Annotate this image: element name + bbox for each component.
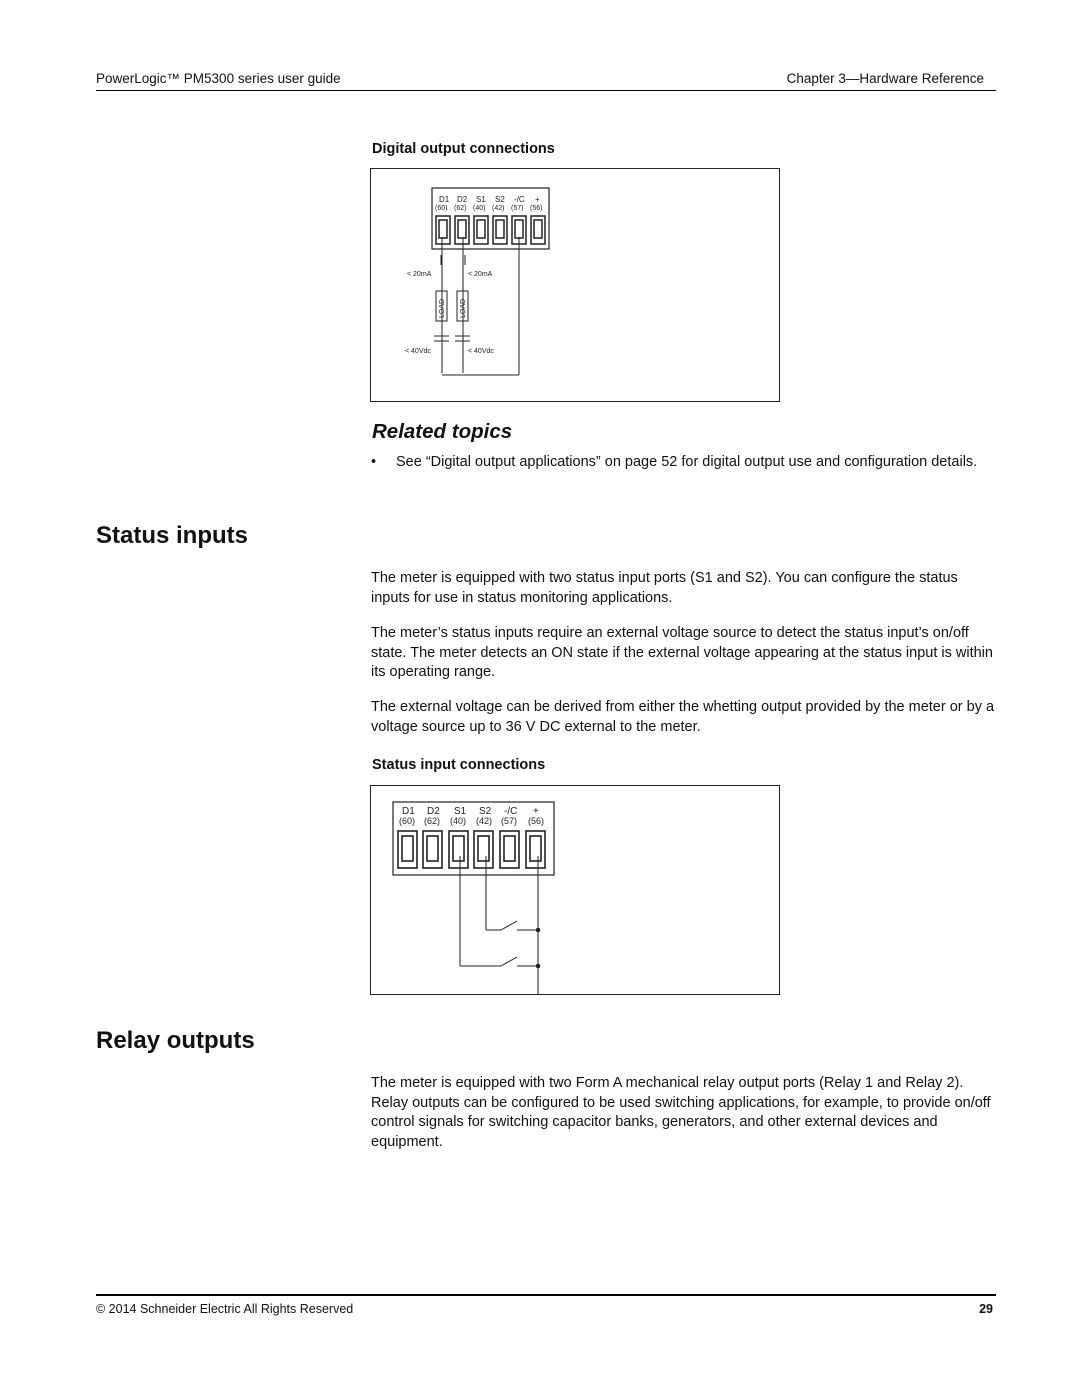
current-label: < 20mA: [407, 271, 432, 278]
digital-output-heading: Digital output connections: [372, 141, 555, 157]
terminal-number: (60): [435, 205, 448, 212]
voltage-label: < 40Vdc: [468, 348, 494, 355]
terminal-number: (56): [528, 816, 545, 826]
terminal-screws: [398, 831, 545, 868]
header-title: PowerLogic™ PM5300 series user guide: [96, 71, 341, 86]
load-label: LOAD: [460, 298, 467, 318]
relay-outputs-paragraph: The meter is equipped with two Form A mechanical relay output ports (Relay 1 and Relay 2). Relay outputs can be configured to be used switching applications, for example, to provide on/off control signals for switching capacitor banks, generators, and other external devices and equipment.: [371, 1075, 991, 1150]
terminal-number: (56): [530, 205, 543, 212]
related-topics-heading: Related topics: [372, 420, 513, 443]
header-chapter: Chapter 3—Hardware Reference: [786, 71, 984, 86]
terminal-number: (62): [454, 205, 467, 212]
terminal-number: (42): [476, 816, 493, 826]
status-input-wiring: [460, 856, 540, 994]
digital-output-diagram: [370, 168, 780, 402]
terminal-label: S1: [454, 806, 467, 817]
terminal-label: D1: [402, 806, 415, 817]
status-inputs-paragraph: The external voltage can be derived from either the whetting output provided by the meter or by a voltage source up to 36 V DC external to the meter.: [371, 699, 995, 735]
header-rule: [96, 90, 996, 91]
load-label: LOAD: [439, 298, 446, 318]
relay-outputs-heading: Relay outputs: [96, 1027, 255, 1054]
terminal-label: +: [535, 195, 540, 204]
status-inputs-paragraph: The meter’s status inputs require an external voltage source to detect the status input’s on/off state. The meter detects an ON state if the external voltage appearing at the status input is within its operating range.: [371, 625, 993, 680]
terminal-number: (57): [511, 205, 524, 212]
page-number: 29: [979, 1302, 993, 1316]
terminal-number: (60): [399, 816, 416, 826]
related-topic-link-text: See “Digital output applications” on page 52 for digital output use and configuration details.: [396, 454, 978, 470]
terminal-screws: [436, 216, 545, 244]
terminal-label: D2: [427, 806, 440, 817]
terminal-label: D1: [439, 195, 450, 204]
voltage-label: < 40Vdc: [405, 348, 431, 355]
terminal-number: (40): [473, 205, 486, 212]
bullet: •: [371, 454, 377, 470]
terminal-label: S2: [495, 195, 505, 204]
status-inputs-paragraph: The meter is equipped with two status input ports (S1 and S2). You can configure the status inputs for use in status monitoring applications.: [371, 570, 958, 606]
terminal-number: (40): [450, 816, 467, 826]
status-input-connections-heading: Status input connections: [372, 757, 546, 773]
terminal-label: +: [533, 806, 539, 817]
status-inputs-heading: Status inputs: [96, 522, 249, 549]
terminal-number: (42): [492, 205, 505, 212]
terminal-label: S1: [476, 195, 486, 204]
footer-rule: [96, 1294, 996, 1296]
footer-copyright: © 2014 Schneider Electric All Rights Reserved: [96, 1302, 354, 1316]
terminal-number: (57): [501, 816, 518, 826]
terminal-label: -/C: [504, 806, 518, 817]
terminal-label: -/C: [514, 195, 525, 204]
terminal-label: S2: [479, 806, 492, 817]
switch-contact: [501, 957, 517, 966]
status-input-diagram: [370, 785, 780, 995]
terminal-label: D2: [457, 195, 468, 204]
switch-contact: [501, 921, 517, 930]
current-label: < 20mA: [468, 271, 493, 278]
terminal-number: (62): [424, 816, 441, 826]
